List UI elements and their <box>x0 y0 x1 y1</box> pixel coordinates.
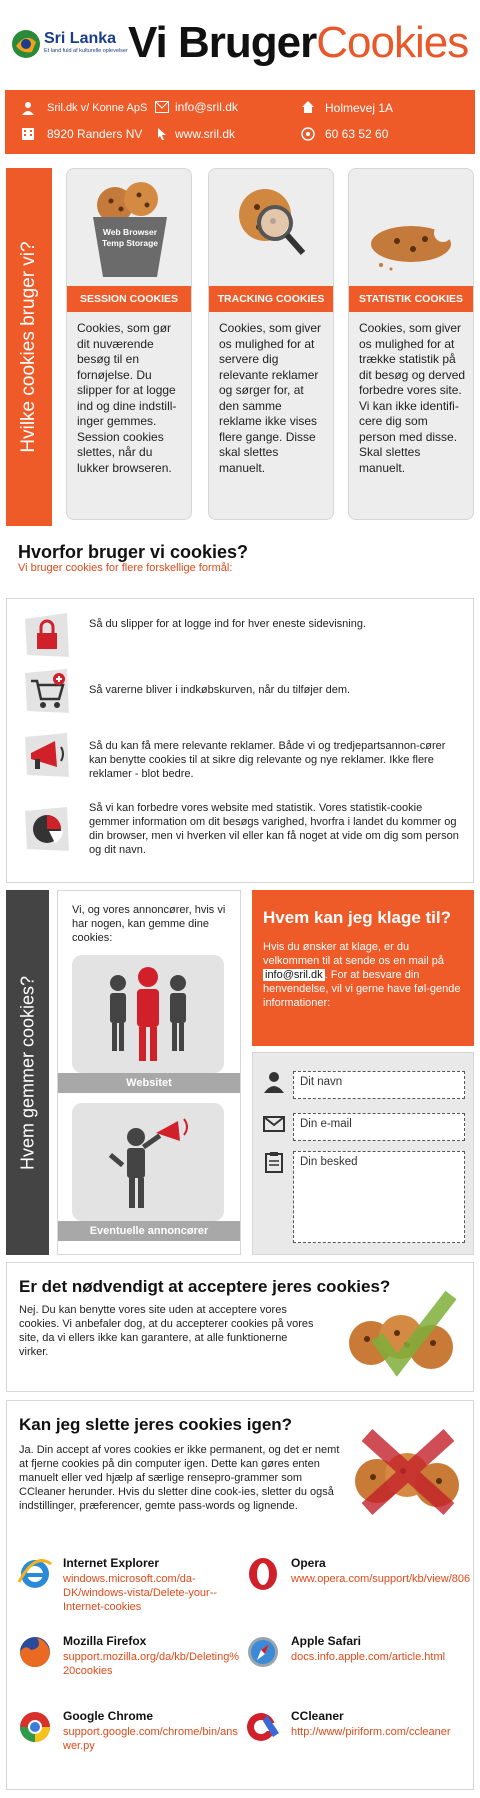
delete-title: Kan jeg slette jeres cookies igen? <box>19 1415 293 1434</box>
name-field[interactable]: Dit navn <box>293 1071 465 1099</box>
pie-chart-icon <box>21 803 73 855</box>
why-item: Så varerne bliver i indkøbskurven, når du tilføjer dem. <box>89 684 351 696</box>
fig-label-annoncorer: Eventuelle annoncører <box>58 1221 240 1241</box>
card-tracking-cookies <box>208 168 334 520</box>
accept-title: Er det nødvendigt at acceptere jeres cookies? <box>19 1277 391 1296</box>
why-title: Hvorfor bruger vi cookies? <box>18 542 249 562</box>
logo-tagline: Et land fuld af kulturelle oplevelser <box>44 48 128 54</box>
browser-link[interactable]: docs.info.apple.com/article.html <box>291 1651 446 1663</box>
opera-icon <box>245 1556 281 1592</box>
envelope-icon <box>263 1113 285 1135</box>
card-text: Cookies, som gør dit nuværende besøg til en fornøjelse. Du slipper for at logge ind og dine indstill-inger gemmes. Session cookies slettes, når du lukker browseren. <box>77 321 177 475</box>
complain-email-link[interactable]: info@sril.dk <box>265 969 323 981</box>
cookies-cross-icon <box>353 1425 463 1515</box>
bitten-cookie-icon <box>361 199 461 279</box>
title-bold: Vi Bruger <box>128 18 317 67</box>
complain-text: Hvis du ønsker at klage, er du velkommen til at sende os en mail på info@sril.dk . For at besvare din henvendelse, vil vi gerne have føl-gende informationer: <box>263 941 461 1009</box>
phone-icon <box>301 127 315 141</box>
contact-form <box>252 1052 474 1255</box>
building-icon <box>21 127 35 141</box>
accept-section <box>6 1262 474 1392</box>
complain-panel <box>252 890 474 1046</box>
email-field[interactable]: Din e-mail <box>293 1113 465 1141</box>
card-session-cookies <box>66 168 192 520</box>
contact-city: 8920 Randers NV <box>47 127 143 141</box>
user-icon <box>263 1071 285 1093</box>
card-title: SESSION COOKIES <box>67 286 191 312</box>
clipboard-icon <box>263 1151 285 1173</box>
website-people-icon <box>72 955 224 1073</box>
contact-email[interactable]: info@sril.dk <box>175 100 238 114</box>
contact-company: Sril.dk v/ Konne ApS <box>47 102 148 114</box>
accept-text: Nej. Du kan benytte vores site uden at acceptere vores cookies. Vi anbefaler dog, at du accepterer cookies på vores site, da vi ellers ikke kan garantere, at alle funktionerne virker. <box>19 1304 314 1358</box>
envelope-icon <box>155 101 169 113</box>
who-text: Vi, og vores annoncører, hvis vi har nogen, kan gemme dine cookies: <box>72 904 226 944</box>
lock-icon <box>21 609 73 661</box>
title-light: Cookies <box>316 18 469 67</box>
browser-link[interactable]: http://www/piriform.com/ccleaner <box>291 1726 451 1738</box>
megaphone-icon <box>21 729 73 781</box>
home-icon <box>301 100 315 114</box>
contact-address: Holmevej 1A <box>325 101 394 115</box>
chrome-icon <box>17 1709 53 1745</box>
why-list <box>6 598 474 883</box>
logo-name: Sri Lanka <box>44 30 117 47</box>
cart-icon <box>21 665 73 717</box>
fig-label-websitet: Websitet <box>58 1073 240 1093</box>
ccleaner-icon <box>245 1709 281 1745</box>
card-text: Cookies, som giver os mulighed for at servere dig relevante reklamer og sørger for, at den samme reklame ikke vises flere gange. Disse skal slettes manuelt. <box>219 321 322 475</box>
why-item: Så du slipper for at logge ind for hver eneste sidevisning. <box>89 618 366 630</box>
card-title: STATISTIK COOKIES <box>349 286 473 312</box>
browser-link[interactable]: www.opera.com/support/kb/view/806 <box>291 1573 471 1585</box>
message-field[interactable]: Din besked <box>293 1151 465 1243</box>
internet-explorer-icon <box>17 1556 53 1592</box>
delete-text: Ja. Din accept af vores cookies er ikke permanent, og det er nemt at fjerne cookies på din computer igen. Dette kan gøres enten manuelt eller ved hjælp af særlige rensepro-grammer som CCleaner herunder. Hvis du sletter dine cook-ies, sletter du også indstillinger, præferencer, gemte pass-words og lignende. <box>19 1444 340 1512</box>
pointer-icon <box>155 127 169 141</box>
browser-link[interactable]: support.mozilla.org/da/kb/Deleting%20cookies <box>63 1651 240 1677</box>
cookies-checkmark-icon <box>347 1287 457 1377</box>
delete-section: Kan jeg slette jeres cookies igen? Ja. Din accept af vores cookies er ikke permanent, og det er nemt at fjerne cookies på din computer igen. Dette kan gøres enten manuelt eller ved hjælp af særlige rensepro-grammer som CCleaner herunder. Hvis du sletter dine cook-ies, sletter du også indstillinger, præferencer, gemte pass-words og lignende. Internet Explorer windows.microsoft.com/da-DK/windows-vista/Delete-your--Internet-cookies Opera www.opera.com/support/kb/view/806 Mozilla Firefox support.mozilla.org/da/kb/Deleting%20cookies Apple Safari docs.info.apple.com/article.html Google Chrome support.google.com/chrome/bin/answer.py CCleaner http://www/piriform.com/ccleaner <box>6 1400 474 1790</box>
browser-link[interactable]: support.google.com/chrome/bin/answer.py <box>63 1726 238 1752</box>
contact-web[interactable]: www.sril.dk <box>175 127 236 141</box>
complain-title: Hvem kan jeg klage til? <box>263 908 452 927</box>
who-panel <box>57 890 241 1255</box>
contact-bar <box>5 90 475 154</box>
logo[interactable] <box>10 28 128 64</box>
safari-icon <box>245 1634 281 1670</box>
page-title <box>128 18 468 68</box>
why-item: Så vi kan forbedre vores website med statistik. Vores statistik-cookie gemmer information om dit besøgs varighed, hvorfra i landet du kommer og din browser, men vi hverken vil eller kan få noget at vide om dig som person og dit navn. <box>89 802 459 856</box>
card-text: Cookies, som giver os mulighed for at trække statistik på dit besøg og derved forbedre vores site. Vi kan ikke identifi-cere dig som person med disse. Skal slettes manuelt. <box>359 321 466 475</box>
jar-label: Web Browser Temp Storage <box>101 227 159 248</box>
person-icon <box>21 101 35 115</box>
logo-emblem-icon <box>10 28 42 60</box>
contact-phone[interactable]: 60 63 52 60 <box>325 127 389 141</box>
firefox-icon <box>17 1634 53 1670</box>
browser-link[interactable]: windows.microsoft.com/da-DK/windows-vista/Delete-your--Internet-cookies <box>63 1573 218 1613</box>
why-subtitle: Vi bruger cookies for flere forskellige formål: <box>18 562 233 574</box>
card-statistik-cookies <box>348 168 474 520</box>
types-side-label: Hvilke cookies bruger vi? <box>6 168 52 526</box>
why-item: Så du kan få mere relevante reklamer. Både vi og tredjepartsannon-cører kan benytte cookies til at sikre dig relevante og nye reklamer. Ikke flere reklamer - blot bedre. <box>89 740 446 780</box>
advertiser-megaphone-icon <box>72 1103 224 1221</box>
who-side-label: Hvem gemmer cookies? <box>6 890 49 1255</box>
magnifier-cookie-icon <box>229 177 319 277</box>
card-title: TRACKING COOKIES <box>209 286 333 312</box>
